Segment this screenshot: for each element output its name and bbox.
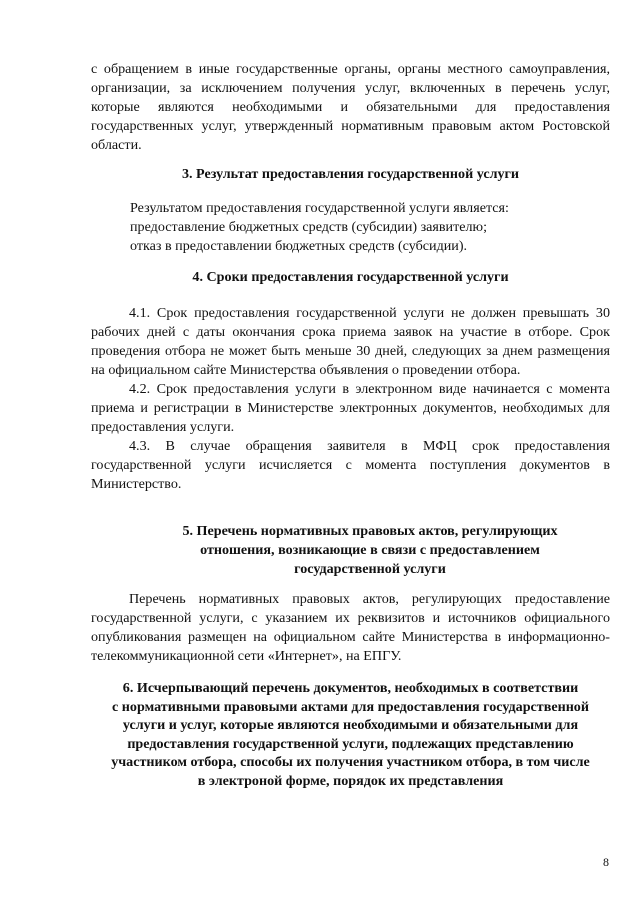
section-6-heading-line: услуги и услуг, которые являются необходимыми и обязательными для	[122, 717, 579, 734]
section-3-line: предоставление бюджетных средств (субсидии) заявителю;	[130, 219, 487, 235]
section-6-heading-line: 6. Исчерпывающий перечень документов, необходимых в соответствии	[122, 680, 579, 696]
intro-paragraph	[91, 60, 610, 155]
section-4-paragraph-4-3: 4.3. В случае обращения заявителя в МФЦ срок предоставления государственной услуги исчисляется с момента поступления документов в Министерство.	[91, 438, 610, 492]
section-5-body	[91, 590, 610, 666]
section-6-heading-line: предоставления государственной услуги, подлежащих представлению	[127, 735, 574, 752]
intro-text: с обращением в иные государственные органы, органы местного самоуправления, организации, за исключением получения услуг, включенных в перечень услуг, которые являются необходимыми и обязательными для предоставления государственных услуг, утвержденный нормативным правовым актом Ростовской области.	[91, 61, 610, 153]
section-6-heading-line: в электроной форме, порядок их представления	[197, 772, 504, 789]
section-4-paragraph-4-1: 4.1. Срок предоставления государственной услуги не должен превышать 30 рабочих дней с даты окончания срока приема заявок на участие в отборе. Срок проведения отбора не может быть меньше 30 дней, следующих за днем размещения на официальном сайте Министерства объявления о проведении отбора.	[91, 305, 610, 378]
section-6-heading-line: с нормативными правовыми актами для предоставления государственной	[112, 698, 589, 715]
section-3-line: Результатом предоставления государственной услуги является:	[130, 200, 509, 216]
section-4-heading: 4. Сроки предоставления государственной услуги	[192, 269, 509, 285]
section-4-body	[91, 304, 610, 494]
section-5-heading	[130, 522, 610, 579]
section-3-body	[130, 199, 610, 256]
section-5-heading-line: 5. Перечень нормативных правовых актов, регулирующих	[182, 523, 558, 539]
section-6-heading	[91, 679, 610, 791]
section-3-heading: 3. Результат предоставления государственной услуги	[181, 166, 520, 182]
section-5-paragraph: Перечень нормативных правовых актов, регулирующих предоставление государственной услуги, с указанием их реквизитов и источников официального опубликования размещен на официальном сайте Министерства в информационно-телекоммуникационной сети «Интернет», на ЕПГУ.	[91, 591, 610, 664]
section-3-line: отказ в предоставлении бюджетных средств (субсидии).	[130, 238, 468, 254]
section-4-paragraph-4-2: 4.2. Срок предоставления услуги в электронном виде начинается с момента приема и регистрации в Министерстве электронных документов, необходимых для предоставления услуги.	[91, 381, 610, 435]
section-5-heading-line: отношения, возникающие в связи с предоставлением	[200, 542, 540, 558]
section-5-heading-line: государственной услуги	[294, 561, 446, 577]
page-number: 8	[603, 855, 609, 869]
section-6-heading-line: участником отбора, способы их получения участником отбора, в том числе	[111, 754, 590, 771]
